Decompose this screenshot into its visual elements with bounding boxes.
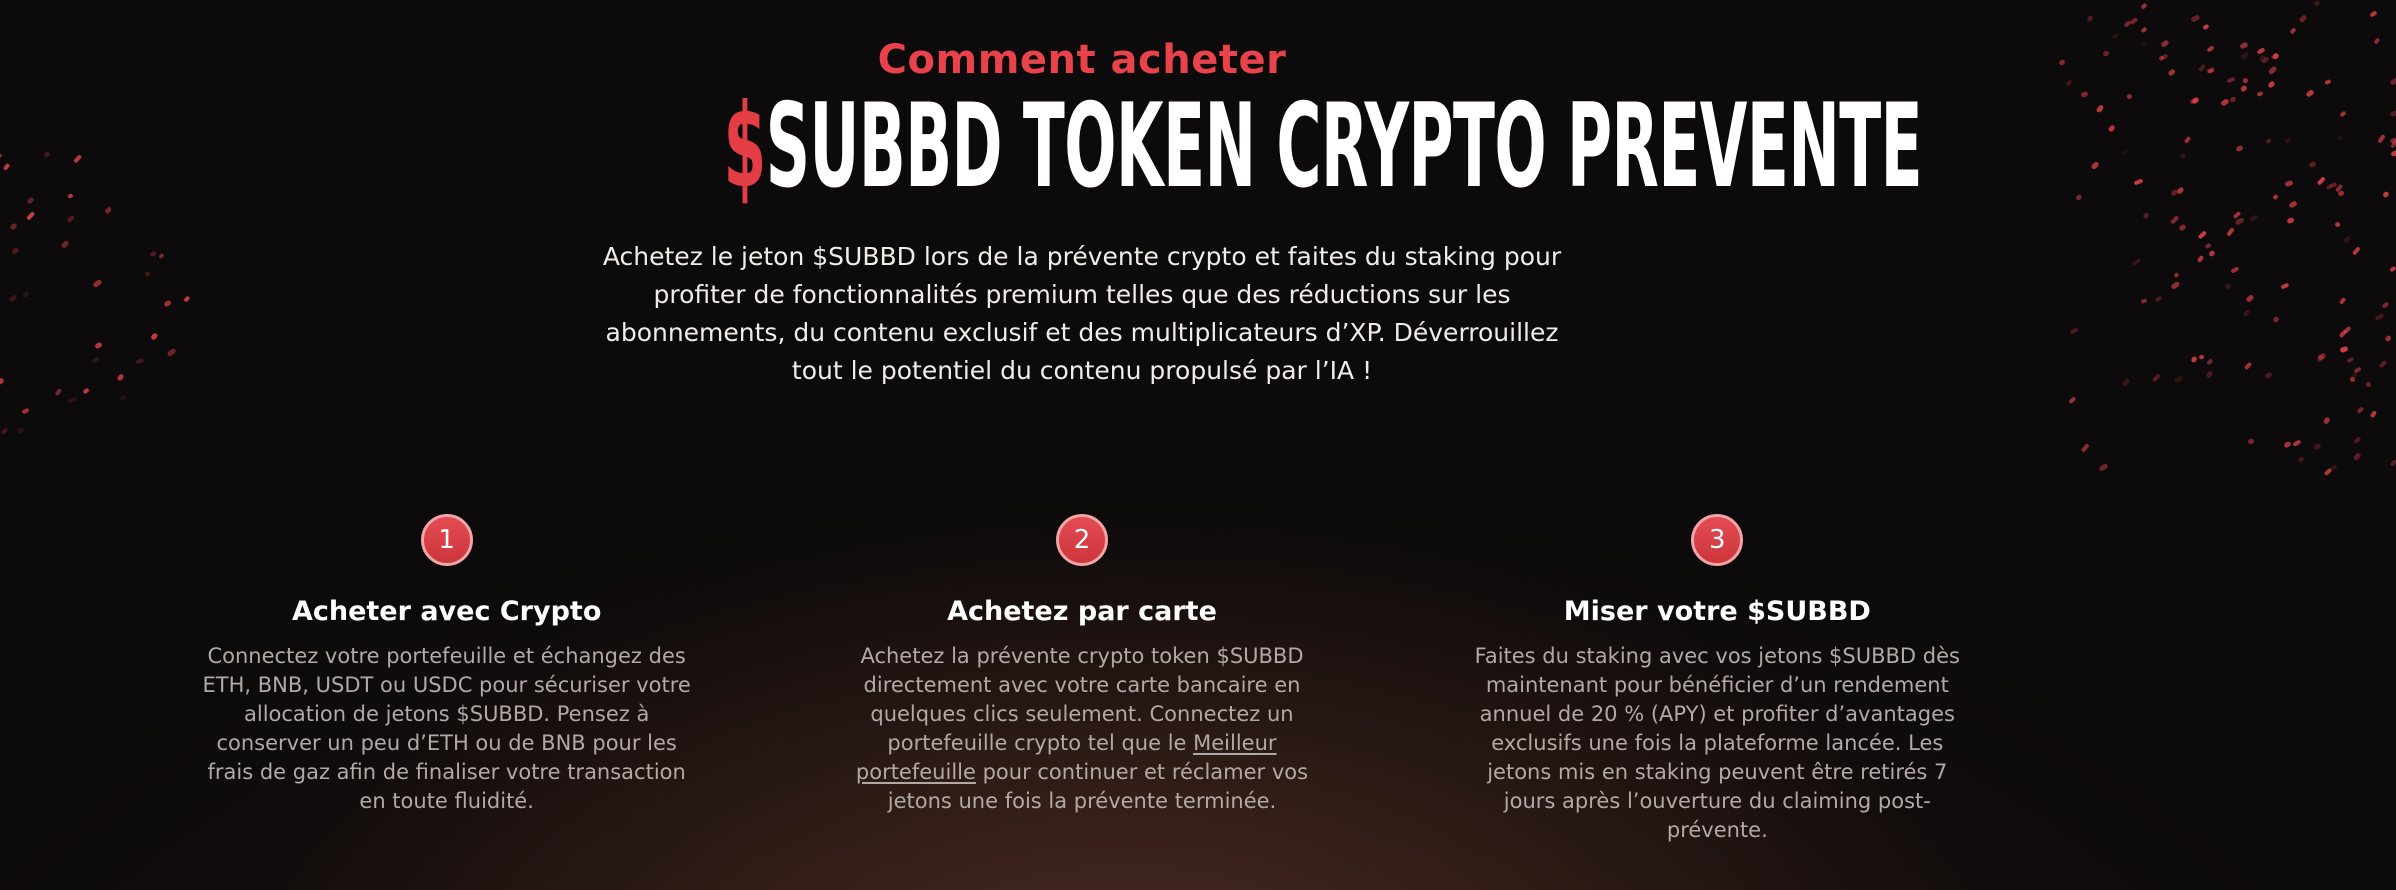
step-title: Miser votre $SUBBD — [1563, 596, 1871, 627]
section-content — [192, 0, 1972, 845]
best-wallet-link[interactable]: Meilleur portefeuille — [855, 731, 1277, 784]
section-kicker: Comment acheter — [877, 37, 1287, 83]
step-number-badge: 3 — [1691, 514, 1743, 566]
step-description — [827, 642, 1336, 816]
dollar-prefix: $ — [723, 79, 766, 214]
step-description: Faites du staking avec vos jetons $SUBBD dès maintenant pour bénéficier d’un rendement annuel de 20 % (APY) et profiter d’avantages exclusifs une fois la plateforme lancée. Les jetons mis en staking peuvent être retirés 7 jours après l’ouverture du claiming post-prévente. — [1474, 644, 1960, 842]
page-title — [723, 79, 1923, 214]
step-title: Acheter avec Crypto — [291, 596, 602, 627]
steps-row — [192, 514, 1972, 845]
step-description-after-link: pour continuer et réclamer vos jetons une fois la prévente terminée. — [887, 760, 1309, 813]
step-column-buy-with-crypto — [192, 514, 701, 845]
step-number-badge: 1 — [421, 514, 473, 566]
step-column-buy-with-card — [827, 514, 1336, 845]
step-title: Achetez par carte — [947, 596, 1217, 627]
step-description: Connectez votre portefeuille et échangez des ETH, BNB, USDT ou USDC pour sécuriser votre allocation de jetons $SUBBD. Pensez à conserver un peu d’ETH ou de BNB pour les frais de gaz afin de finaliser votre transaction en toute fluidité. — [202, 644, 691, 813]
section-description: Achetez le jeton $SUBBD lors de la prévente crypto et faites du staking pour profiter de fonctionnalités premium telles que des réductions sur les abonnements, du contenu exclusif et des multiplicateurs d’XP. Déverrouillez tout le potentiel du contenu propulsé par l’IA ! — [602, 242, 1562, 385]
page-title-text: SUBBD TOKEN CRYPTO PREVENTE — [765, 79, 1923, 214]
step-column-stake-subbd — [1463, 514, 1972, 845]
dots-decoration-right — [2056, 0, 2396, 890]
step-number-badge: 2 — [1056, 514, 1108, 566]
step-description-before-link: Achetez la prévente crypto token $SUBBD directement avec votre carte bancaire en quelques clics seulement. Connectez un portefeuille crypto tel que le — [860, 644, 1304, 755]
